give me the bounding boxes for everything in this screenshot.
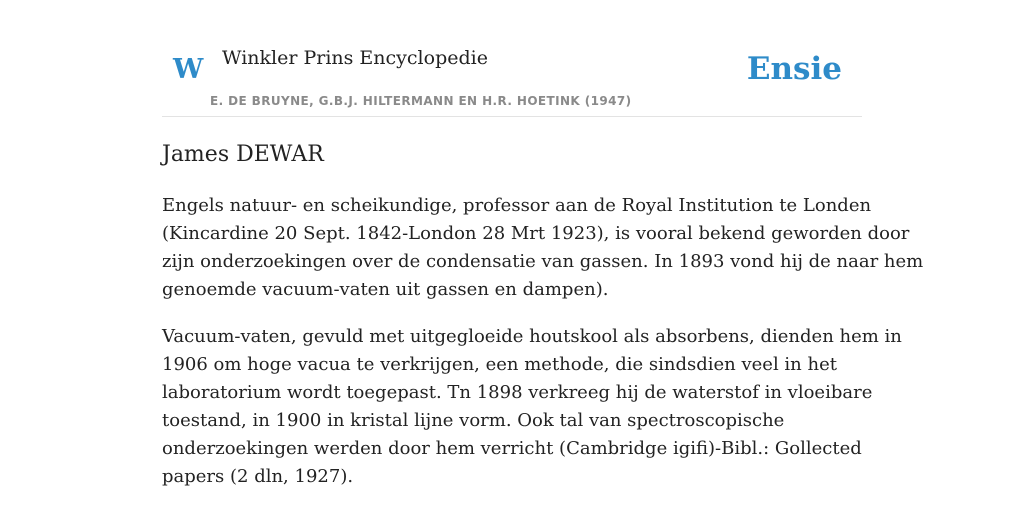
article-card [162, 0, 924, 512]
article-paragraph-2 [162, 323, 902, 491]
text-line: (Kincardine 20 Sept. 1842-London 28 Mrt 1923), is vooral bekend geworden door [162, 223, 910, 244]
text-line: Engels natuur- en scheikundige, professor aan de Royal Institution te Londen [162, 195, 872, 216]
text-line: laboratorium wordt toegepast. Tn 1898 verkreeg hij de waterstof in vloeibare [162, 382, 873, 403]
article-paragraph-1 [162, 192, 924, 304]
authors-line: E. DE BRUYNE, G.B.J. HILTERMANN EN H.R. HOETINK (1947) [210, 94, 632, 108]
ensie-brand-logo[interactable]: Ensie [746, 51, 842, 87]
encyclopedia-header [162, 0, 862, 117]
book-title[interactable]: Winkler Prins Encyclopedie [222, 47, 488, 69]
text-line: genoemde vacuum-vaten uit gassen en dampen). [162, 279, 609, 300]
text-line: onderzoekingen werden door hem verricht (Cambridge igifi)-Bibl.: Gollected [162, 438, 862, 459]
article-body [162, 192, 924, 510]
text-line: Vacuum-vaten, gevuld met uitgegloeide houtskool als absorbens, dienden hem in [162, 326, 902, 347]
text-line: papers (2 dln, 1927). [162, 466, 354, 487]
text-line: toestand, in 1900 in kristal lijne vorm. Ook tal van spectroscopische [162, 410, 785, 431]
text-line: zijn onderzoekingen over de condensatie van gassen. In 1893 vond hij de naar hem [162, 251, 924, 272]
text-line: 1906 om hoge vacua te verkrijgen, een methode, die sindsdien veel in het [162, 354, 837, 375]
article-title: James DEWAR [162, 142, 324, 167]
winkler-prins-logo[interactable]: W [173, 54, 204, 85]
